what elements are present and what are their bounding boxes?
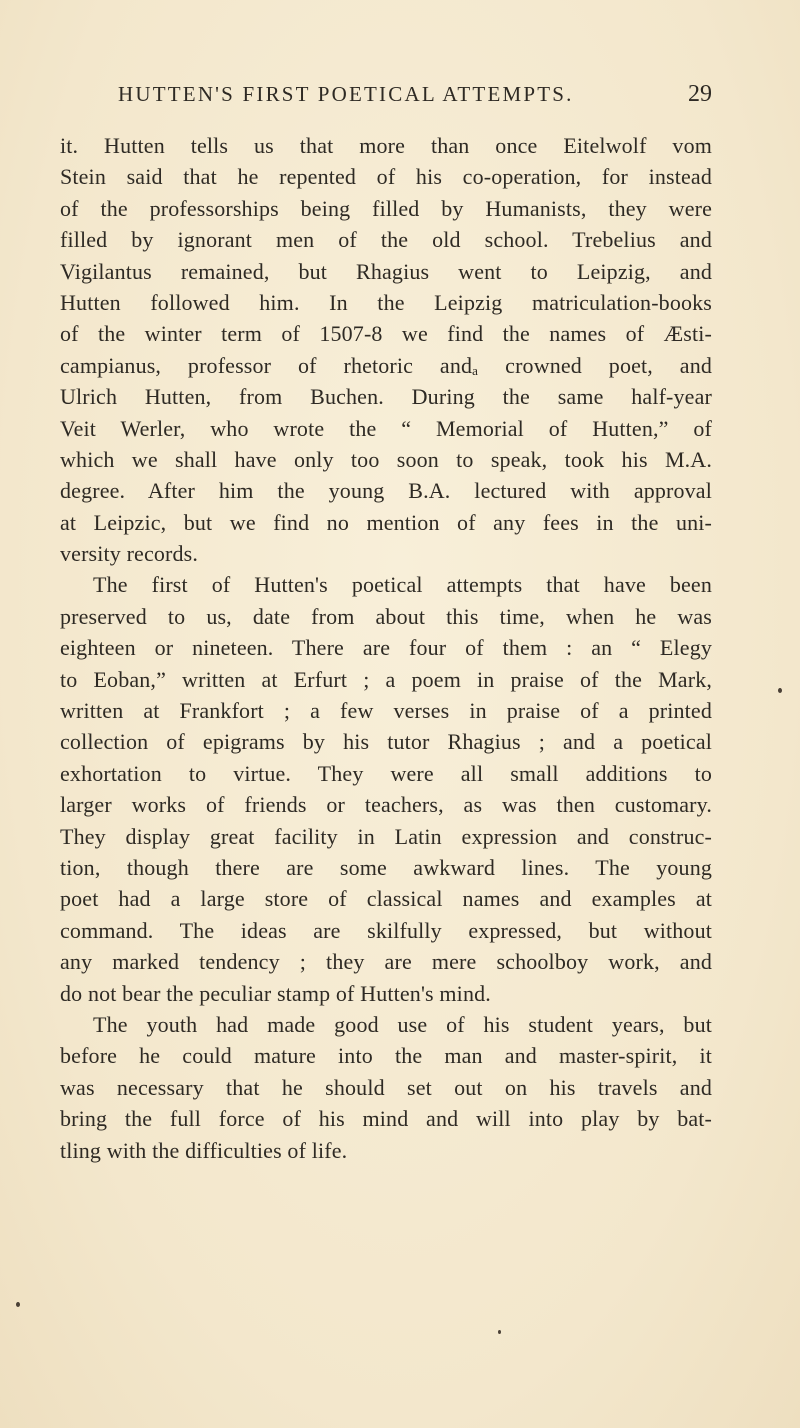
- running-head: [118, 82, 712, 112]
- body-text: [60, 130, 712, 1166]
- text-line: Hutten followed him. In the Leipzig matriculation-books: [60, 289, 712, 315]
- text-line: They display great facility in Latin expression and construc-: [60, 823, 712, 849]
- text-line: filled by ignorant men of the old school. Trebelius and: [60, 227, 712, 253]
- text-line: do not bear the peculiar stamp of Hutten's mind.: [60, 980, 491, 1006]
- text-line: The first of Hutten's poetical attempts that have been: [93, 572, 712, 598]
- text-line: which we shall have only too soon to speak, took his M.A.: [60, 446, 712, 472]
- text-line: it. Hutten tells us that more than once Eitelwolf vom: [60, 133, 712, 158]
- text-line: Vigilantus remained, but Rhagius went to Leipzig, and: [60, 258, 712, 284]
- page-number: 29: [688, 81, 712, 107]
- text-line: The youth had made good use of his student years, but: [93, 1011, 712, 1037]
- paragraph: [60, 569, 712, 1008]
- text-line: collection of epigrams by his tutor Rhagius ; and a poetical: [60, 729, 712, 755]
- text-line: at Leipzic, but we find no mention of any fees in the uni-: [60, 509, 712, 535]
- margin-speck: [16, 1302, 20, 1307]
- text-line: of the professorships being filled by Humanists, they were: [60, 195, 712, 221]
- text-line: Veit Werler, who wrote the “ Memorial of Hutten,” of: [60, 415, 712, 441]
- text-line: larger works of friends or teachers, as was then customary.: [60, 792, 712, 818]
- running-title: HUTTEN'S FIRST POETICAL ATTEMPTS.: [118, 82, 574, 106]
- text-line: bring the full force of his mind and will into play by bat-: [60, 1106, 712, 1132]
- text-line: command. The ideas are skilfully expressed, but without: [60, 917, 712, 943]
- text-line: degree. After him the young B.A. lectured with approval: [60, 478, 712, 504]
- text-line: before he could mature into the man and master-spirit, it: [60, 1043, 712, 1069]
- text-line: written at Frankfort ; a few verses in praise of a printed: [60, 698, 712, 724]
- text-line: to Eoban,” written at Erfurt ; a poem in praise of the Mark,: [60, 666, 712, 692]
- text-line: any marked tendency ; they are mere schoolboy work, and: [60, 949, 712, 975]
- text-line: of the winter term of 1507-8 we find the names of Æsti-: [60, 321, 712, 347]
- margin-speck: [498, 1330, 501, 1334]
- text-line: tion, though there are some awkward lines. The young: [60, 854, 712, 880]
- text-line: eighteen or nineteen. There are four of them : an “ Elegy: [60, 635, 712, 661]
- text-line: Ulrich Hutten, from Buchen. During the same half-year: [60, 384, 712, 410]
- text-line: preserved to us, date from about this time, when he was: [60, 603, 712, 629]
- text-line: tling with the difficulties of life.: [60, 1137, 348, 1163]
- text-line: versity records.: [60, 541, 199, 567]
- text-line: exhortation to virtue. They were all small additions to: [60, 760, 712, 786]
- text-line: poet had a large store of classical names and examples at: [60, 886, 712, 912]
- paragraph: [60, 1009, 712, 1166]
- paragraph: [60, 130, 712, 569]
- text-line: Stein said that he repented of his co-operation, for instead: [60, 164, 712, 190]
- text-line: campianus, professor of rhetoric andₐ crowned poet, and: [60, 352, 712, 378]
- text-line: was necessary that he should set out on his travels and: [60, 1074, 712, 1100]
- margin-speck: [778, 688, 782, 693]
